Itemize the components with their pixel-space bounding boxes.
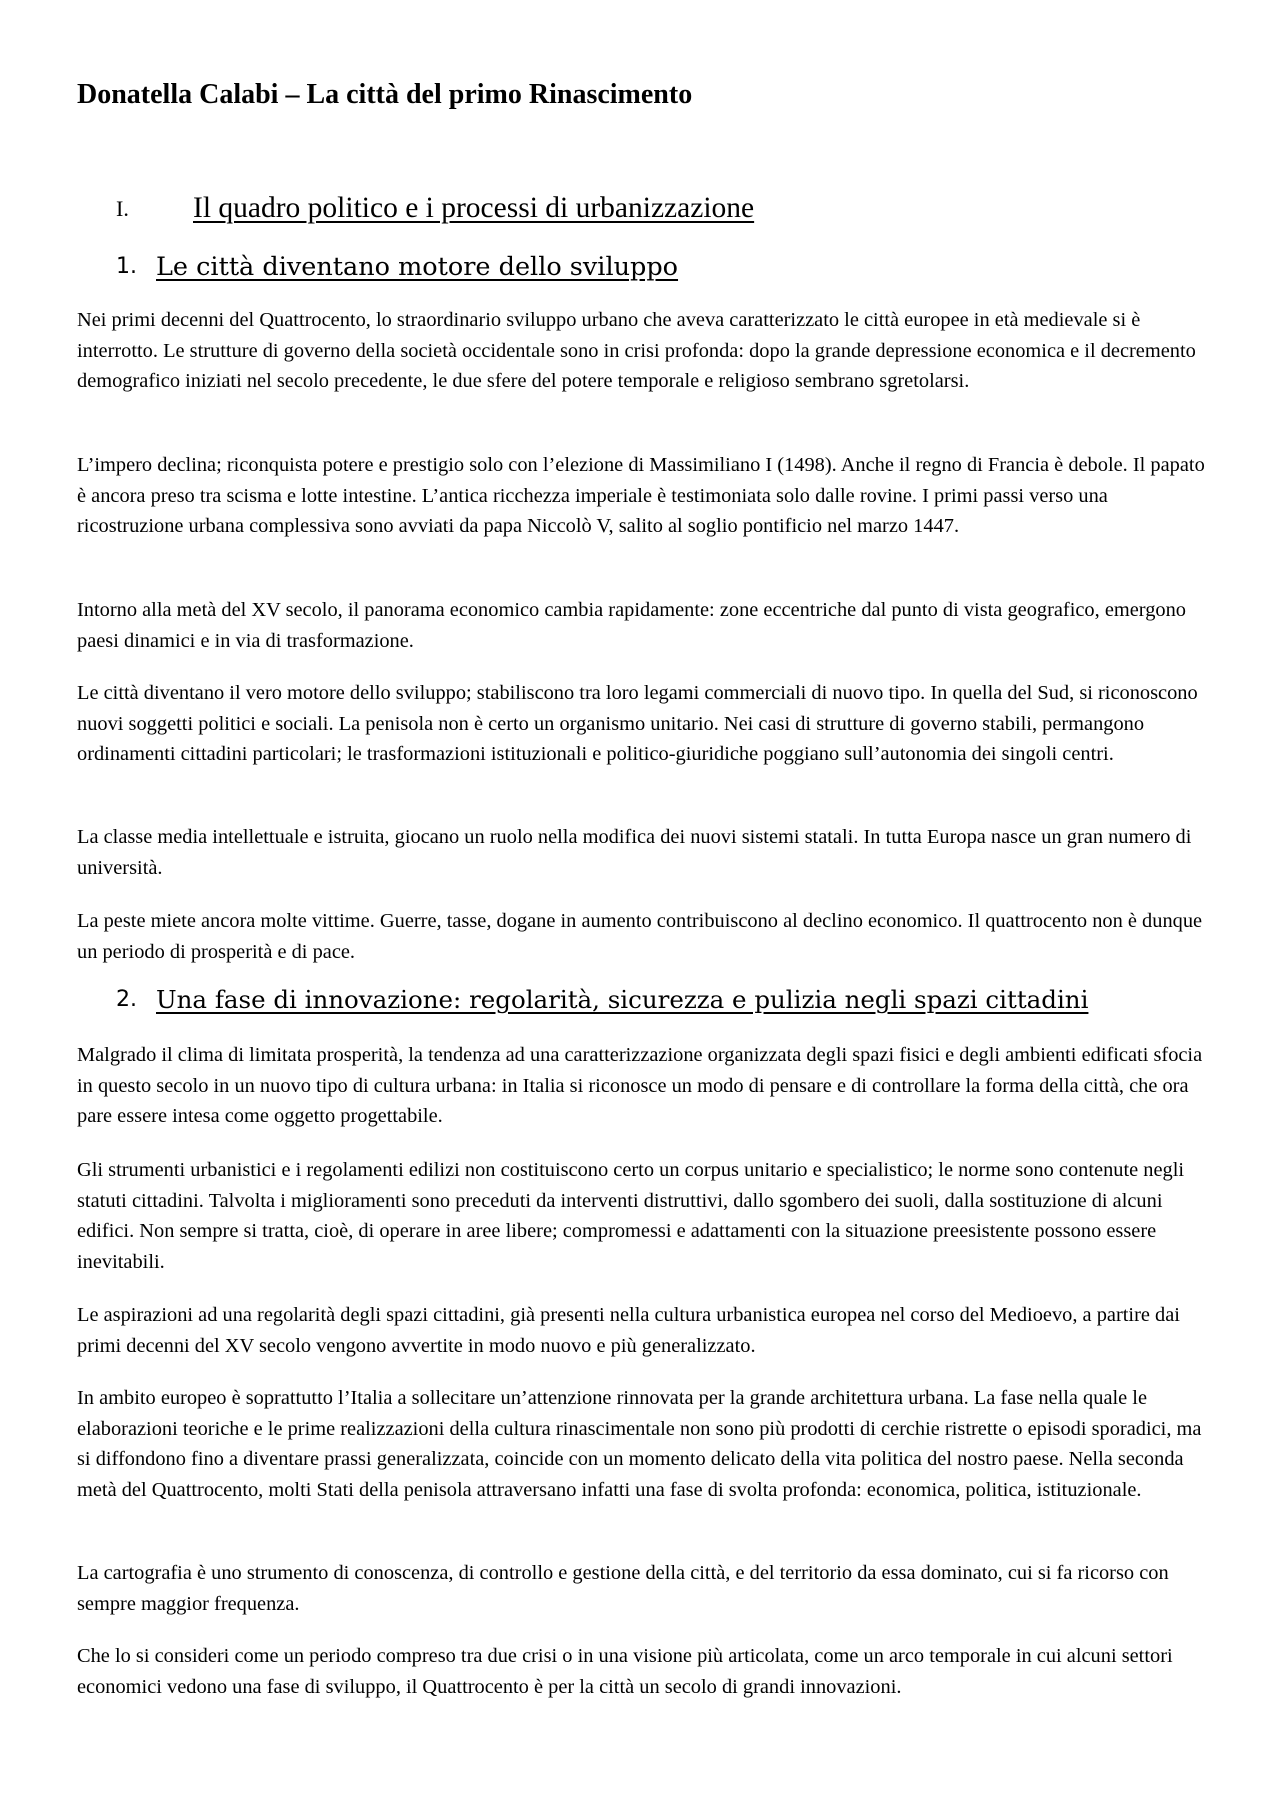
paragraph: In ambito europeo è soprattutto l’Italia a sollecitare un’attenzione rinnovata per la grande architettura urbana. La fase nella quale le elaborazioni teoriche e le prime realizzazioni della cultura rinascimentale non sono più prodotti di cerchie ristrette o episodi sporadici, ma si diffondono fino a diventare prassi generalizzata, coincide con un momento delicato della vita politica del nostro paese. Nella seconda metà del Quattrocento, molti Stati della penisola attraversano infatti una fase di svolta profonda: economica, politica, istituzionale. [77,1387,1202,1501]
paragraph: Nei primi decenni del Quattrocento, lo straordinario sviluppo urbano che aveva caratterizzato le città europee in età medievale si è interrotto. Le strutture di governo della società occidentale sono in crisi profonda: dopo la grande depressione economica e il decremento demografico iniziati nel secolo precedente, le due sfere del potere temporale e religioso sembrano sgretolarsi. [77,309,1196,392]
paragraph: La cartografia è uno strumento di conoscenza, di controllo e gestione della città, e del territorio da essa dominato, cui si fa ricorso con sempre maggior frequenza. [77,1562,1169,1615]
chapter-number: I. [116,196,129,221]
chapter-title: Il quadro politico e i processi di urbanizzazione [193,192,755,224]
paragraph: Che lo si consideri come un periodo compreso tra due crisi o in una visione più articolata, come un arco temporale in cui alcuni settori economici vedono una fase di sviluppo, il Quattrocento è per la città un secolo di grandi innovazioni. [77,1645,1173,1698]
paragraph: Malgrado il clima di limitata prosperità, la tendenza ad una caratterizzazione organizzata degli spazi fisici e degli ambienti edificati sfocia in questo secolo in un nuovo tipo di cultura urbana: in Italia si riconosce un modo di pensare e di controllare la forma della città, che ora pare essere intesa come oggetto progettabile. [77,1044,1203,1127]
paragraph: Le città diventano il vero motore dello sviluppo; stabiliscono tra loro legami commerciali di nuovo tipo. In quella del Sud, si riconoscono nuovi soggetti politici e sociali. La penisola non è certo un organismo unitario. Nei casi di strutture di governo stabili, permangono ordinamenti cittadini particolari; le trasformazioni istituzionali e politico-giuridiche poggiano sull’autonomia dei singoli centri. [77,682,1198,765]
section-number: 2. [116,987,137,1012]
section-title: Le città diventano motore dello sviluppo [156,252,679,282]
paragraph: La classe media intellettuale e istruita, giocano un ruolo nella modifica dei nuovi sistemi statali. In tutta Europa nasce un gran numero di università. [77,826,1192,879]
paragraph: Le aspirazioni ad una regolarità degli spazi cittadini, già presenti nella cultura urbanistica europea nel corso del Medioevo, a partire dai primi decenni del XV secolo vengono avvertite in modo nuovo e più generalizzato. [77,1304,1180,1357]
paragraph: La peste miete ancora molte vittime. Guerre, tasse, dogane in aumento contribuiscono al declino economico. Il quattrocento non è dunque un periodo di prosperità e di pace. [77,910,1203,963]
document-title: Donatella Calabi – La città del primo Rinascimento [77,79,693,110]
paragraph: L’impero declina; riconquista potere e prestigio solo con l’elezione di Massimiliano I (1498). Anche il regno di Francia è debole. Il papato è ancora preso tra scisma e lotte intestine. L’antica ricchezza imperiale è testimoniata solo dalle rovine. I primi passi verso una ricostruzione urbana complessiva sono avviati da papa Niccolò V, salito al soglio pontificio nel marzo 1447. [77,454,1205,537]
section-number: 1. [116,254,137,279]
paragraph: Intorno alla metà del XV secolo, il panorama economico cambia rapidamente: zone eccentriche dal punto di vista geografico, emergono paesi dinamici e in via di trasformazione. [77,599,1186,652]
section-heading [116,983,1216,1017]
section-heading [116,250,1216,284]
paragraph: Gli strumenti urbanistici e i regolamenti edilizi non costituiscono certo un corpus unitario e specialistico; le norme sono contenute negli statuti cittadini. Talvolta i miglioramenti sono preceduti da interventi distruttivi, dallo sgombero dei suoli, dalla sostituzione di alcuni edifici. Non sempre si tratta, cioè, di operare in aree libere; compromessi e adattamenti con la situazione preesistente possono essere inevitabili. [77,1159,1185,1273]
section-title: Una fase di innovazione: regolarità, sicurezza e pulizia negli spazi cittadini [156,985,1089,1014]
chapter-heading [116,190,1216,226]
